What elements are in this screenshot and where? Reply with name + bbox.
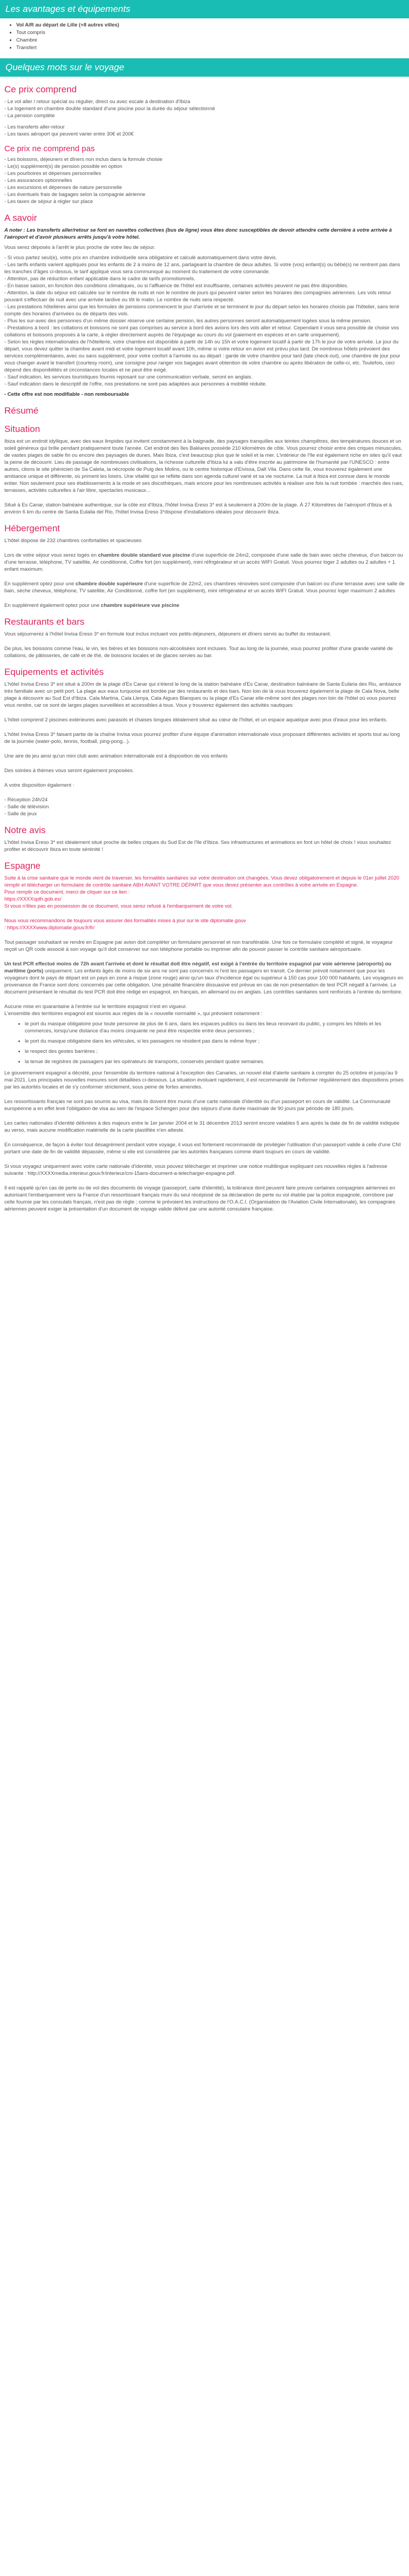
espagne-p5: Aucune mise en quarantaine à l'entrée sur le territoire espagnol n'est en vigueur. L'ensemble des territoires espagnol est soumis aux règles de la « nouvelle normalité », qui prévoient notamment :	[4, 1004, 263, 1017]
equip-activites-list: - Réception 24h/24 - Salle de télévision - Salle de jeux	[4, 797, 49, 817]
espagne-p8: Les cartes nationales d'identité délivrées à des majeurs entre le 1er janvier 2004 et le 31 décembre 2013 seront encore valables 5 ans après la date de fin de validité indiquée au verso, mais aucune modification matérielle de la carte plastifiée n'en atteste.	[4, 1120, 400, 1133]
prix-ne-comprend-item: - Les assurances optionnelles	[4, 178, 72, 184]
list-item: • la tenue de registres de passagers par les opérateurs de transports, conservés pendant quatre semaines.	[25, 1058, 405, 1065]
notre-avis-title: Notre avis	[4, 825, 46, 835]
prix-comprend-item: - Les transferts aller-retour	[4, 124, 65, 130]
prix-ne-comprend-title: Ce prix ne comprend pas	[4, 144, 95, 153]
equipement-item: • Tout compris	[16, 29, 409, 37]
espagne-p1: Suite à la crise sanitaire que le monde vient de traverser, les formalités sanitaires sur votre destination ont changées. Vous devez obligatoirement et depuis le 01er juillet 2020 remplir et télécharger un formulaire de contrôle sanitaire ABH AVANT VOTRE DÉPART que vous devez présenter aux contrôles à votre arrivée en Espagne. Pour remplir ce document, merci de cliquer sur ce lien : https://XXXXspth.gob.es/ Si vous n'êtes pas en possession de ce document, vous serez refusé à l'embarquement de votre vol.	[4, 875, 399, 909]
espagne-p3: Tout passager souhaitant se rendre en Espagne par avion doit compléter un formulaire personnel et non transférable. Une fois ce formulaire complété et signé, le voyageur reçoit un QR code associé à son voyage qu'il doit conserver sur son téléphone portable ou imprimer afin de pouvoir passer le contrôle sanitaire aéroportuaire.	[4, 939, 393, 952]
a-savoir-p3: - Cette offre est non modifiable - non remboursable	[4, 391, 129, 397]
banner-voyage: Quelques mots sur le voyage	[0, 58, 409, 77]
espagne-p6: Le gouvernement espagnol a décrété, pour l'ensemble du territoire national à l'exception des Canaries, un nouvel état d'alerte sanitaire à compter du 25 octobre et jusqu'au 9 mai 2021. Les principales nouvelles mesures sont détaillées ci-dessous. La situation évoluant rapidement, il est recommandé de l'informer régulièrement des dispositions prises par les autorités locales et de s'y conformer strictement, sous peine de fortes amendes.	[4, 1070, 404, 1090]
equip-activites-p6: A votre disposition également :	[4, 782, 74, 788]
a-savoir-p1: Vous serez déposés à l'arrêt le plus proche de votre lieu de séjour.	[4, 245, 155, 251]
espagne-p11: Il est rappelé qu'en cas de perte ou de vol des documents de voyage (passeport, carte d'identité), la tolérance dont peuvent faire preuve certaines compagnies aériennes en autorisant l'embarquement vers la France d'un ressortissant français muni du seul récépissé de sa déclaration de perte ou vol établie par la police espagnole, corrobore par celle fournie par les consulats français, n'est pas de règle ; comme le prévoient les instructions de l'O.A.C.I. (Organisation de l'Aviation Civile Internationale), les compagnies aériennes peuvent exiger la présentation d'un document de voyage valide délivré par une autorité consulaire française.	[4, 1185, 396, 1212]
espagne-title: Espagne	[4, 861, 41, 871]
espagne-p2: Nous vous recommandons de toujours vous assurer des formalités mises à jour sur le site diplomatie.gouv : https://XXXXwww.diplomatie.gouv.fr/fr/	[4, 918, 246, 931]
page	[0, 0, 409, 1216]
equip-activites-p3: L'hôtel Invisa Ereso 3* faisant partie de la chaîne Invisa vous pourrez profiter d'une équipe d'animation internationale vous proposant différentes activités et sports tout au long de la journée (water-polo, tennis, football, ping-pong...).	[4, 732, 400, 745]
equip-activites-p1: L'hôtel Invisa Ereso 3* est situé à 200m de la plage d'Es Canar qui s'étend le long de la station balnéaire d'Es Canar, destination balnéaire de Santa Eulària des Riu, ambiance très familiale avec un petit port. La plage aux eaux turquoise est bordée par des restaurants et des bars. Non loin de là vous trouverez également la plage de Cala Nova, belle plage à découvrir au Sud Est d'Ibiza. Cala Martina, Cala Llenya, Cala Aigues Blanques ou la plage d'Es Canar elle-même sont des plages non loin de l'hôtel où vous pourrez vous rendre, car ce sont de larges plages surveillées et accessibles à tous. Vous y trouverez également des activités nautiques	[4, 681, 401, 708]
equip-activites-p4: Une aire de jeu ainsi qu'un mini club avec animation internationale est à disposition de vos enfants	[4, 753, 228, 759]
equipement-item: • Transfert	[16, 44, 409, 52]
prix-ne-comprend-item: - Les taxes de séjour à régler sur place	[4, 199, 93, 205]
espagne-p9: En conséquence, de façon à éviter tout désagrément pendant votre voyage, il vous est fortement recommandé de privilégier l'utilisation d'un passeport valide à celle d'une CNI portant une date de fin de validité dépassée, même si elle est considérée par les autorités françaises comme étant toujours en cours de validité.	[4, 1142, 401, 1155]
list-item: • le respect des gestes barrières ;	[25, 1048, 405, 1055]
equipement-item: • Chambre	[16, 37, 409, 44]
hebergement-title: Hébergement	[4, 523, 60, 533]
situation-title: Situation	[4, 424, 40, 434]
prix-comprend-item: - Les taxes aéroport qui peuvent varier entre 30€ et 200€	[4, 131, 134, 137]
equipement-item: • Vol A/R au départ de Lille (+8 autres villes)	[16, 22, 409, 29]
equip-activites-p5: Des soirées à thèmes vous seront également proposées.	[4, 768, 134, 774]
espagne-list	[4, 1020, 405, 1065]
a-savoir-lead: A noter : Les transferts aller/retour se font en navettes collectives (bus de ligne) vous êtes donc susceptibles de devoir attendre cette dernière à votre arrivée à l'aéroport et d'avoir plusieurs arrêts jusqu'à votre hôtel.	[4, 227, 392, 240]
resume-title: Résumé	[4, 405, 39, 416]
a-savoir-p2: - Si vous partez seul(e), votre prix en chambre individuelle sera obligatoire et calculé automatiquement dans votre devis. - Les tarifs enfants varient appliqués pour les enfants de 2 à moins de 12 ans, partageant la chambre de deux adultes. Si votre (vos) enfant(s) ou bébé(s) ne rentrent pas dans les tranches d'âges ci-dessus, le tarif appliqué vous sera communiqué au moment du traitement de votre commande. - Attention, pas de réduction enfant applicable dans le cadre de tarifs promotionnels. - En basse saison, en fonction des conditions climatiques, ou si l'affluence de l'hôtel est insuffisante, certaines activités peuvent ne pas être disponibles. - Attention, la date du séjour est calculée sur le nombre de nuits et non le nombre de jours qui peuvent varier selon les horaires des compagnies aériennes. Les vols retour pouvant s'effectuer de nuit avec une arrivée tardive ou tôt le matin. Le nombre de nuits sera respecté. - Les prestations hôtelières ainsi que les formules de pensions commencent le jour d'arrivée et se terminent le jour du départ selon les horaires choisis par l'hôtelier, sans tenir compte des horaires d'arrivées ou de départs des vols. - Plus les sur-avec des personnes d'un même dossier réserve une certaine pension, les autres personnes seront automatiquement logées sous la même pension. - Prestations à bord : les collations et boissons ne sont pas comprises au service à bord des avions lors des vols aller et retour. Cependant il vous sera possible de choisir vos collations et boissons proposés à la carte, à régler directement auprès de l'équipage au cours du vol (paiement en espèces et en carte uniquement). - Selon les règles internationales de l'hôtellerie, votre chambre est disponible à partir de 14h ou 15h et votre logement locatif à partir de 17h le jour de votre arrivée. Le jour du départ, vous devez quitter la chambre avant midi et votre logement locatif avant 10h, même si votre retour en avion est prévu plus tard. De nombreux hôtels prévoient des services complémentaires, avec ou sans supplément, pour votre confort à l'arrivée ou au départ : garde de votre chambre pour tard (late check-out), une chambre de jour pour vous changer avant le transfert (courtesy room), une consigne pour ranger vos bagages avant obtention de votre chambre ou après libération de celle-ci, etc. Toutefois, ceci dépend des disponibilités et circonstances locales et ne peut être exigé. - Sauf indication, les services touristiques fournis reposant sur une communication verbale, seront en anglais. - Sauf indication dans le descriptif de l'offre, nos prestations ne sont pas adaptées aux personnes à mobilité réduite.	[4, 255, 400, 387]
equip-activites-title: Equipements et activités	[4, 667, 104, 677]
prix-comprend-title: Ce prix comprend	[4, 84, 77, 94]
equipements-list	[0, 22, 409, 52]
espagne-p4: Un test PCR effectué moins de 72h avant l'arrivée et dont le résultat doit être négatif, est exigé à l'entrée du territoire espagnol par voie aérienne (aéroports) ou maritime (ports) uniquement. Les enfants âgés de moins de six ans ne sont pas concernés ni l'est les passagers en transit. Ce dernier prévoit notamment que pour les voyageurs dont le pays de départ est un pays en zone à risque (zone rouge) ainsi qu'un taux d'incidence égal ou supérieur à 150 cas pour 100 000 habitants. Les voyageurs en provenance de France sont donc concernés par cette obligation. Une pénalité financière dissuasive est prévue en cas de non présentation de test PCR négatif à l'arrivée. Le document présentant le résultat du test PCR doit être rédigé en espagnol, en français, en allemand ou en anglais. Les contrôles sanitaires sont renforcés à l'entrée du territoire.	[4, 961, 404, 995]
prix-comprend-item: - La pension complète	[4, 113, 55, 119]
hebergement-p4: En supplément également optez pour une chambre supérieure vue piscine	[4, 603, 180, 608]
banner-equipements: Les avantages et équipements	[0, 0, 409, 18]
espagne-p10: Si vous voyagez uniquement avec votre carte nationale d'identité, vous pouvez télécharger et imprimer une notice multilingue expliquant ces nouvelles règles à l'adresse suivante : http://XXXXmedia.interieur.gouv.fr/interieur/cni-15ans-document-a-telecharger-espagne.pdf.	[4, 1164, 387, 1177]
prix-ne-comprend-item: - Les éventuels frais de bagages selon la compagnie aérienne	[4, 192, 146, 198]
hebergement-p2: Lors de votre séjour vous serez logés en chambre double standard vue piscine d'une superficie de 24m2, composée d'une salle de bain avec sèche cheveux, d'un balcon ou d'une terrasse, téléphone, TV satellite, Air conditionné, Coffre fort (en supplément), mini réfrigérateur et un accès WIFI Gratuit. Vous pourrez loger 2 adultes ou 2 adultes + 1 enfant maximum.	[4, 552, 403, 572]
equip-activites-p2: L'hôtel comprend 2 piscines extérieures avec parasols et chaises longues idéalement situé au cœur de l'hôtel, et un espace aquatique avec jeux d'eaux pour les enfants.	[4, 717, 387, 723]
hebergement-p1: L'hôtel dispose de 232 chambres confortables et spacieuses	[4, 538, 142, 544]
situation-p2: Situé à Es Canar, station balnéaire authentique, sur la côte est d'Ibiza, l'hôtel Invisa Ereso 3* est à seulement à 200m de la plage. À 27 Kilomètres de l'aéroport d'Ibiza et à environ 6 km du centre de Santa Eulalia del Rio, l'hôtel Invisa Ereso 3*dispose d'installations idéales pour découvrir Ibiza.	[4, 502, 392, 515]
prix-ne-comprend-item: - Les excursions et dépenses de nature personnelle	[4, 185, 122, 191]
restaurants-p2: De plus, les boissons comme l'eau, le vin, les bières et les boissons non-alcoolisées sont incluses. Tout au long de la journée, vous pourrez profiter d'une grande variété de collations, de pâtisseries, de café et de thé, de boissons locales et de glaces servies au bar.	[4, 646, 393, 659]
main-content	[0, 84, 409, 1213]
espagne-p7: Les ressortissants français ne sont pas soumis au visa, mais ils doivent être munis d'une carte nationale d'identité ou d'un passeport en cours de validité. La Communauté européenne a en effet levé l'obligation de visa au sein de l'espace Schengen pour des séjours d'une durée maximale de 90 jours par période de 180 jours.	[4, 1099, 391, 1112]
restaurants-title: Restaurants et bars	[4, 617, 85, 627]
prix-ne-comprend-item: - Les boissons, déjeuners et dîners non inclus dans la formule choisie	[4, 157, 163, 163]
notre-avis-p1: L'hôtel Invisa Ereso 3* est idéalement situé proche de belles criques du Sud Est de l'île d'Ibiza. Ses infrastructures et animations en font un hôtel de choix ! vous souhaitez profiter et découvrir Ibiza en toute sérénité !	[4, 840, 391, 853]
list-item: • le port du masque obligatoire pour toute personne de plus de 6 ans, dans les espaces publics ou dans les lieux recevant du public, y compris les hôtels et les commerces, lorsqu'une distance d'au moins cinquante ne peut être respectée entre deux personnes ;	[25, 1020, 405, 1035]
prix-ne-comprend-item: - Le(s) supplément(s) de pension possible en option	[4, 164, 122, 170]
prix-comprend-item: - Le vol aller / retour spécial ou régulier, direct ou avec escale à destination d'Ibiza	[4, 99, 190, 105]
a-savoir-title: A savoir	[4, 213, 37, 223]
prix-ne-comprend-item: - Les pourboires et dépenses personnelles	[4, 171, 101, 177]
prix-comprend-item: - Le logement en chambre double standard d'une piscine pour la durée du séjour sélectionné	[4, 106, 215, 112]
situation-p1: Ibiza est un endroit idyllique, avec des eaux limpides qui invitent constamment à la baignade, des paysages tranquilles aux teintes champêtres, des températures douces et un soleil généreux qui brille pendant pratiquement toute l'année. Cet endroit des îles Baléares possède 210 kilomètres de côte. Vous pourrez choisir entre des criques minuscules, de vastes plages de sable fin ou encore des paysages de dunes. Mais Ibiza, c'est beaucoup plus que le soleil et la mer. L'intérieur de l'île est également riche en sites qu'il vaut la peine de découvrir. Lieu de passage de nombreuses civilisations, la richesse culturelle d'Ibiza lui a valu d'être inscrite au patrimoine de l'humanité par l'UNESCO : entre autres, citons le site phénicien de Sa Caleta, la nécropole de Puig des Molins, ou le centre historique d'Eivissa, Dalt Vila. Dans cette île, vous trouverez également une ambiance unique et différente, où priment les loisirs. Une vitalité qui se reflète dans son agenda culturel varié et sa vie nocturne. La nuit à Ibiza est connue dans le monde entier. Non seulement pour ses établissements à la mode et ses discothèques, mais encore pour les nombreuses activités à réaliser une fois la nuit tombée : marchés des rues, terrasses, activités culturelles à l'air libre, spectacles musicaux...	[4, 438, 404, 493]
hebergement-p3: En supplément optez pour une chambre double supérieure d'une superficie de 22m2, ces chambres rénovées sont composée d'un balcon ou d'une terrasse avec une salle de bain, sèche cheveux, téléphone, TV satellite, Air Conditionné, coffre fort (en supplément), mini réfrigérateur et un accès WIFI Gratuit. Vous pourrez loger maximum 2 adultes	[4, 581, 405, 594]
list-item: • le port du masque obligatoire dans les véhicules, si les passagers ne résident pas dans le même foyer ;	[25, 1038, 405, 1045]
restaurants-p1: Vous séjournerez à l'hôtel Invisa Ereso 3* en formule tout inclus incluant vos petits-déjeuners, déjeuners et dîners servis au buffet du restaurant.	[4, 631, 331, 637]
